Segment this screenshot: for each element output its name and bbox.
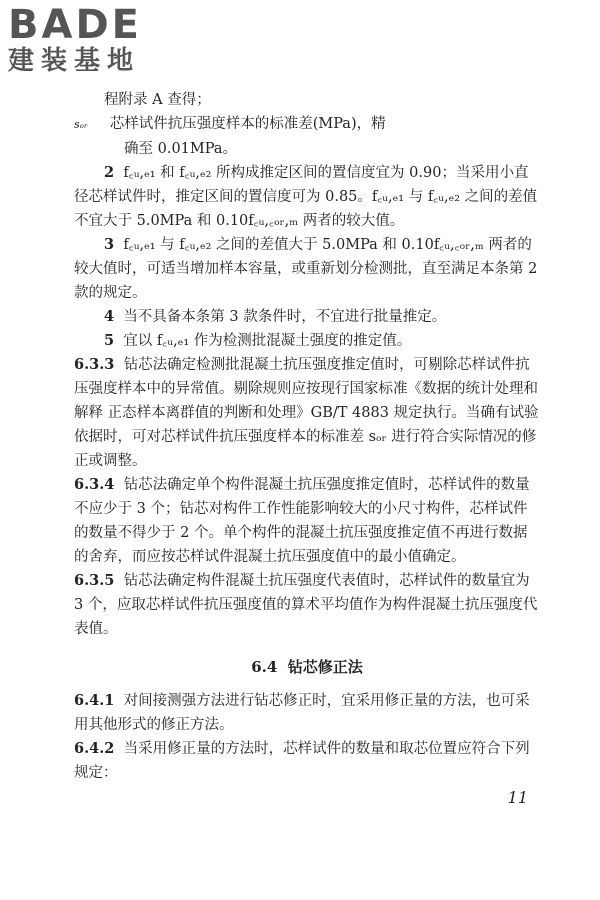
section-heading (74, 655, 540, 679)
item-2 (74, 161, 540, 233)
item-4-text: 当不具备本条第 3 款条件时，不宜进行批量推定。 (123, 309, 447, 325)
item-5 (74, 329, 540, 353)
item-3-number: 3 (104, 236, 115, 253)
document-body (74, 88, 540, 785)
clause-6-3-3 (74, 353, 540, 473)
clause-6-3-4 (74, 473, 540, 569)
symbol-label: sₒᵣ (74, 118, 88, 131)
clause-6-4-1-text: 对间接测强方法进行钻芯修正时，宜采用修正量的方法，也可采用其他形式的修正方法。 (74, 693, 530, 733)
clause-6-4-1 (74, 689, 540, 737)
clause-6-4-2 (74, 737, 540, 785)
page-number: 11 (507, 788, 528, 807)
clause-6-3-3-text: 钻芯法确定检测批混凝土抗压强度推定值时，可剔除芯样试件抗压强度样本中的异常值。剔除规则应按现行国家标准《数据的统计处理和解释 正态样本离群值的判断和处理》GB/T 4883 规定执行。当确有试验依据时，可对芯样试件抗压强度样本的标准差 sₒᵣ 进行符合实际情况的修正或调整。 (74, 357, 539, 469)
symbol-definition-line1: 芯样试件抗压强度样本的标准差(MPa)，精 (109, 116, 386, 132)
symbol-definition (74, 112, 540, 137)
clause-6-3-5-number: 6.3.5 (74, 572, 115, 589)
clause-6-3-5 (74, 569, 540, 641)
item-5-text: 宜以 f꜀ᵤ,ₑ₁ 作为检测批混凝土强度的推定值。 (123, 333, 412, 349)
section-title: 钻芯修正法 (287, 658, 363, 676)
appendix-reference: 程附录 A 查得； (104, 92, 211, 108)
clause-6-4-1-number: 6.4.1 (74, 692, 115, 709)
item-3-text: f꜀ᵤ,ₑ₁ 与 f꜀ᵤ,ₑ₂ 之间的差值大于 5.0MPa 和 0.10f꜀ᵤ,꜀ₒᵣ,ₘ 两者的较大值时，可适当增加样本容量，或重新划分检测批，直至满足本条第 2 款的规定。 (74, 237, 538, 301)
item-4 (74, 305, 540, 329)
logo-wordmark: BADE (8, 2, 142, 48)
item-4-number: 4 (104, 308, 115, 325)
item-2-number: 2 (104, 164, 115, 181)
item-2-text: f꜀ᵤ,ₑ₁ 和 f꜀ᵤ,ₑ₂ 所构成推定区间的置信度宜为 0.90；当采用小直径芯样试件时，推定区间的置信度可为 0.85。f꜀ᵤ,ₑ₁ 与 f꜀ᵤ,ₑ₂ 之间的差值不宜大于 5.0MPa 和 0.10f꜀ᵤ,꜀ₒᵣ,ₘ 两者的较大值。 (74, 165, 538, 229)
item-3 (74, 233, 540, 305)
clause-6-3-5-text: 钻芯法确定构件混凝土抗压强度代表值时，芯样试件的数量宜为 3 个，应取芯样试件抗压强度值的算术平均值作为构件混凝土抗压强度代表值。 (74, 573, 538, 637)
symbol-definition-line2: 确至 0.01MPa。 (124, 141, 237, 157)
item-5-number: 5 (104, 332, 115, 349)
logo-tagline: 建装基地 (8, 46, 141, 76)
brand-logo (8, 4, 178, 76)
clause-6-3-3-number: 6.3.3 (74, 356, 115, 373)
clause-6-4-2-number: 6.4.2 (74, 740, 115, 757)
clause-6-3-4-text: 钻芯法确定单个构件混凝土抗压强度推定值时，芯样试件的数量不应少于 3 个；钻芯对构件工作性能影响较大的小尺寸构件，芯样试件的数量不得少于 2 个。单个构件的混凝土抗压强度推定值不再进行数据的舍弃，而应按芯样试件混凝土抗压强度值中的最小值确定。 (74, 477, 530, 565)
section-number: 6.4 (251, 658, 278, 676)
clause-6-3-4-number: 6.3.4 (74, 476, 115, 493)
clause-6-4-2-text: 当采用修正量的方法时，芯样试件的数量和取芯位置应符合下列规定： (74, 741, 530, 781)
